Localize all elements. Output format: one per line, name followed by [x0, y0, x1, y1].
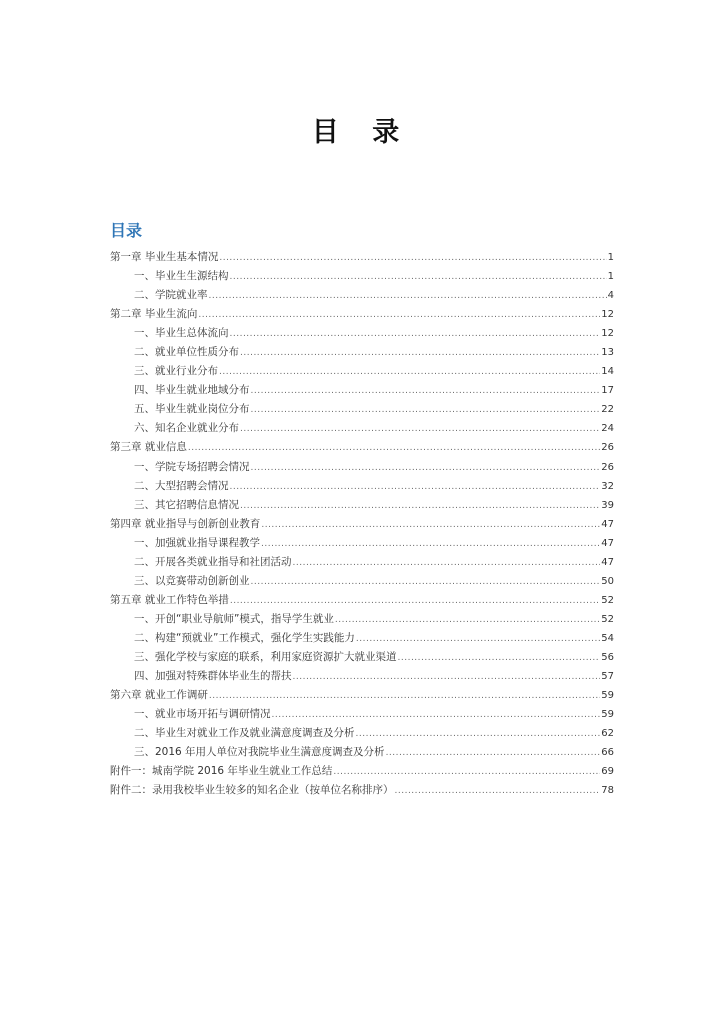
toc-entry-page: 52 — [601, 594, 614, 606]
dot-leader — [386, 748, 601, 758]
toc-entry[interactable] — [110, 573, 614, 592]
toc-entry-page: 26 — [601, 461, 614, 473]
toc-entry[interactable] — [110, 249, 614, 268]
toc-entry-label: 一、就业市场开拓与调研情况 — [134, 708, 271, 721]
dot-leader — [395, 786, 601, 796]
toc-entry-label: 一、毕业生总体流向 — [134, 327, 229, 340]
toc-entry[interactable] — [110, 687, 614, 706]
dot-leader — [333, 767, 600, 777]
toc-entry-label: 二、开展各类就业指导和社团活动 — [134, 555, 292, 568]
toc-entry[interactable] — [110, 763, 614, 782]
toc-entry-page: 54 — [601, 632, 614, 644]
toc-entry[interactable] — [110, 344, 614, 363]
toc-entry[interactable] — [110, 420, 614, 439]
toc-entry-label: 二、学院就业率 — [134, 289, 208, 302]
toc-entry-page: 13 — [601, 347, 614, 359]
toc-entry-label: 三、强化学校与家庭的联系，利用家庭资源扩大就业渠道 — [134, 650, 397, 663]
toc-entry-label: 第六章 就业工作调研 — [110, 689, 208, 702]
toc-entry-page: 69 — [601, 766, 614, 778]
toc-entry-page: 22 — [601, 404, 614, 416]
toc-entry-label: 二、大型招聘会情况 — [134, 479, 229, 492]
toc-entry-page: 12 — [601, 309, 614, 321]
toc-entry-label: 第二章 毕业生流向 — [110, 308, 198, 321]
toc-entry-page: 57 — [601, 671, 614, 683]
toc-entry-page: 56 — [601, 651, 614, 663]
toc-entry-page: 47 — [601, 537, 614, 549]
toc-entry-page: 59 — [601, 709, 614, 721]
dot-leader — [293, 558, 601, 568]
toc-entry-label: 二、就业单位性质分布 — [134, 346, 239, 359]
toc-entry-label: 附件一：城南学院 2016 年毕业生就业工作总结 — [110, 765, 333, 778]
dot-leader — [230, 482, 601, 492]
toc-entry[interactable] — [110, 668, 614, 687]
toc-entry[interactable] — [110, 592, 614, 611]
dot-leader — [240, 501, 600, 511]
toc-entry[interactable] — [110, 325, 614, 344]
toc-entry-label: 二、构建“预就业”工作模式，强化学生实践能力 — [134, 631, 355, 644]
toc-entry-page: 78 — [601, 785, 614, 797]
dot-leader — [251, 386, 601, 396]
dot-leader — [356, 634, 600, 644]
toc-entry-label: 第一章 毕业生基本情况 — [110, 251, 219, 263]
toc-entry-label: 一、加强就业指导课程教学 — [134, 536, 260, 549]
dot-leader — [251, 463, 601, 473]
toc-entry-page: 52 — [601, 613, 614, 625]
toc-entry-page: 59 — [601, 690, 614, 702]
dot-leader — [230, 272, 607, 282]
toc-entry-label: 一、开创“职业导航师”模式，指导学生就业 — [134, 612, 334, 625]
toc-entry-page: 24 — [601, 423, 614, 435]
dot-leader — [188, 443, 600, 453]
dot-leader — [356, 729, 601, 739]
toc-entry[interactable] — [110, 459, 614, 478]
dot-leader — [398, 653, 601, 663]
toc-entry[interactable] — [110, 611, 614, 630]
dot-leader — [219, 367, 600, 377]
dot-leader — [198, 310, 600, 320]
toc-entry-page: 32 — [601, 480, 614, 492]
toc-entry-label: 三、2016 年用人单位对我院毕业生满意度调查及分析 — [134, 746, 385, 759]
dot-leader — [251, 577, 601, 587]
toc-entry-label: 三、以竞赛带动创新创业 — [134, 574, 250, 587]
dot-leader — [240, 348, 600, 358]
toc-entry-page: 17 — [601, 385, 614, 397]
toc-entry-page: 62 — [601, 728, 614, 740]
toc-entry[interactable] — [110, 782, 614, 801]
dot-leader — [272, 710, 601, 720]
toc-entry[interactable] — [110, 287, 614, 306]
dot-leader — [240, 424, 600, 434]
toc-entry[interactable] — [110, 363, 614, 382]
toc-entry[interactable] — [110, 649, 614, 668]
toc-entry-page: 50 — [601, 575, 614, 587]
dot-leader — [251, 405, 601, 415]
dot-leader — [209, 691, 600, 701]
toc-entry-label: 第三章 就业信息 — [110, 441, 187, 454]
toc-entry-page: 12 — [601, 328, 614, 340]
dot-leader — [261, 539, 600, 549]
toc-entry-page: 4 — [607, 290, 614, 302]
toc-entry[interactable] — [110, 401, 614, 420]
dot-leader — [335, 615, 600, 625]
toc-entry-page: 66 — [601, 747, 614, 759]
toc-entry-label: 一、学院专场招聘会情况 — [134, 460, 250, 473]
toc-entry-label: 二、毕业生对就业工作及就业满意度调查及分析 — [134, 727, 355, 740]
toc-heading: 目录 — [110, 221, 143, 240]
toc-entry-label: 第五章 就业工作特色举措 — [110, 593, 229, 606]
toc-entry-label: 六、知名企业就业分布 — [134, 422, 239, 435]
toc-entry-label: 五、毕业生就业岗位分布 — [134, 403, 250, 416]
dot-leader — [230, 329, 601, 339]
toc-entry-page: 39 — [601, 499, 614, 511]
toc-entry[interactable] — [110, 306, 614, 325]
toc-entry[interactable] — [110, 516, 614, 535]
toc-entry[interactable] — [110, 478, 614, 497]
dot-leader — [219, 253, 606, 263]
toc-entry-label: 三、就业行业分布 — [134, 365, 218, 378]
toc-entry[interactable] — [110, 706, 614, 725]
toc-entry-label: 四、加强对特殊群体毕业生的帮扶 — [134, 670, 292, 683]
toc-entry-page: 47 — [601, 556, 614, 568]
toc-entry[interactable] — [110, 744, 614, 763]
toc-entry-page: 1 — [607, 252, 614, 263]
toc-entry-label: 一、毕业生生源结构 — [134, 270, 229, 283]
toc-entry[interactable] — [110, 439, 614, 458]
toc-entry[interactable] — [110, 268, 614, 287]
toc-entry-label: 第四章 就业指导与创新创业教育 — [110, 517, 261, 530]
toc-entry[interactable] — [110, 535, 614, 554]
toc-entry[interactable] — [110, 497, 614, 516]
toc-entry-label: 附件二：录用我校毕业生较多的知名企业（按单位名称排序） — [110, 784, 394, 797]
toc-entry-page: 47 — [601, 518, 614, 530]
toc-entry[interactable] — [110, 725, 614, 744]
table-of-contents — [110, 249, 614, 801]
toc-entry-page: 14 — [601, 366, 614, 378]
dot-leader — [293, 672, 601, 682]
dot-leader — [230, 596, 600, 606]
dot-leader — [209, 291, 607, 301]
dot-leader — [261, 520, 600, 530]
toc-entry-label: 三、其它招聘信息情况 — [134, 498, 239, 511]
toc-entry[interactable] — [110, 382, 614, 401]
toc-entry-label: 四、毕业生就业地域分布 — [134, 384, 250, 397]
page-title: 目 录 — [311, 117, 412, 148]
toc-entry[interactable] — [110, 554, 614, 573]
toc-entry-page: 26 — [601, 442, 614, 454]
toc-entry-page: 1 — [607, 271, 614, 283]
toc-entry[interactable] — [110, 630, 614, 649]
